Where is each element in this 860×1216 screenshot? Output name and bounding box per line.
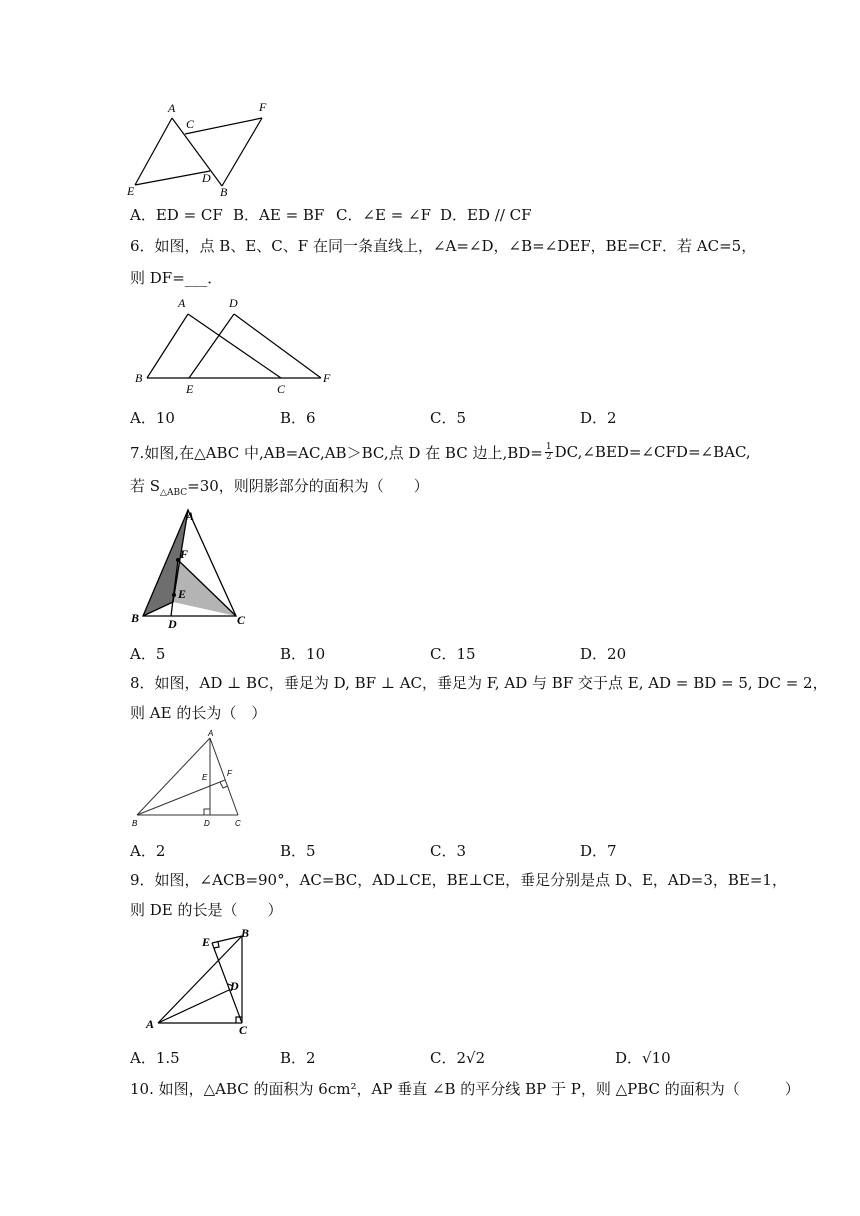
q6-figure <box>130 292 345 400</box>
q8-figure <box>128 728 248 832</box>
q10-stem-line1: 10. 如图，△ABC 的面积为 6cm²，AP 垂直 ∠B 的平分线 BP 于 P，则 △PBC 的面积为（ ） <box>130 1080 800 1098</box>
q8-label-a: A <box>208 729 214 738</box>
q6-option-d[interactable]: D．2 <box>580 409 617 427</box>
q5-label-f: F <box>259 100 267 114</box>
q7-fraction <box>545 443 553 462</box>
q6-option-b[interactable]: B．6 <box>280 409 316 427</box>
q7-figure <box>128 504 253 632</box>
q5-option-b[interactable]: B．AE = BF <box>233 206 325 224</box>
q5-option-c[interactable]: C．∠E = ∠F <box>336 206 432 224</box>
q7-stem-line1-post: DC,∠BED=∠CFD=∠BAC, <box>554 443 751 461</box>
q8-label-e: E <box>202 773 208 782</box>
q8-option-b[interactable]: B．5 <box>280 842 316 860</box>
q8-label-d: D <box>204 819 210 828</box>
q6-label-f: F <box>323 371 331 385</box>
q7-stem-line1 <box>130 438 751 466</box>
q9-option-d[interactable]: D．√10 <box>615 1049 671 1067</box>
q6-label-a: A <box>178 296 186 310</box>
q6-label-c: C <box>277 382 286 396</box>
q5-option-a[interactable]: A．ED = CF <box>130 206 223 224</box>
q5-label-c: C <box>186 117 195 131</box>
q9-label-b: B <box>241 926 250 940</box>
q8-label-b: B <box>132 819 138 828</box>
q7-label-d: D <box>168 617 177 631</box>
q5-figure <box>125 98 275 200</box>
q7-label-a: A <box>186 509 195 523</box>
q7-stem-line2-sub: △ABC <box>160 488 188 498</box>
q9-stem-line1: 9．如图，∠ACB=90°，AC=BC，AD⊥CE，BE⊥CE，垂足分别是点 D、E，AD=3，BE=1， <box>130 871 787 889</box>
q7-label-e: E <box>178 587 187 601</box>
q7-stem-line2-pre: 若 S <box>130 477 161 495</box>
q6-stem-line2: 则 DF=___． <box>130 269 223 287</box>
q7-label-c: C <box>237 613 246 627</box>
q5-label-e: E <box>127 184 135 198</box>
q5-label-b: B <box>220 185 228 199</box>
q7-stem-line1-pre: 7.如图,在△ABC 中,AB=AC,AB＞BC,点 D 在 BC 边上,BD= <box>130 443 543 462</box>
q8-stem-line2: 则 AE 的长为（ ） <box>130 704 267 722</box>
q7-label-b: B <box>131 611 140 625</box>
q5-label-d: D <box>202 171 211 185</box>
q7-option-a[interactable]: A．5 <box>130 645 166 663</box>
q8-option-d[interactable]: D．7 <box>580 842 617 860</box>
q5-option-d[interactable]: D．ED // CF <box>440 206 532 224</box>
q9-label-a: A <box>146 1017 155 1031</box>
q6-option-c[interactable]: C．5 <box>430 409 467 427</box>
q7-option-b[interactable]: B．10 <box>280 645 326 663</box>
q7-stem-line2 <box>130 476 429 503</box>
q7-fraction-denominator: 2 <box>545 451 552 462</box>
q9-figure <box>140 924 258 1040</box>
q8-label-f: F <box>227 769 232 778</box>
q9-label-d: D <box>230 979 239 993</box>
q7-option-d[interactable]: D．20 <box>580 645 627 663</box>
q8-label-c: C <box>235 819 241 828</box>
q9-label-e: E <box>202 935 211 949</box>
q6-stem-line1: 6．如图，点 B、E、C、F 在同一条直线上，∠A=∠D，∠B=∠DEF，BE=CF．若 AC=5， <box>130 237 757 255</box>
q9-option-b[interactable]: B．2 <box>280 1049 316 1067</box>
q5-label-a: A <box>168 101 176 115</box>
q9-stem-line2: 则 DE 的长是（ ） <box>130 901 283 919</box>
q7-option-c[interactable]: C．15 <box>430 645 476 663</box>
q8-stem-line1: 8．如图，AD ⊥ BC，垂足为 D, BF ⊥ AC，垂足为 F, AD 与 BF 交于点 E, AD = BD = 5, DC = 2， <box>130 674 828 692</box>
q8-option-c[interactable]: C．3 <box>430 842 467 860</box>
q6-label-e: E <box>186 382 194 396</box>
q9-label-c: C <box>239 1023 248 1037</box>
q6-label-b: B <box>135 371 143 385</box>
q6-option-a[interactable]: A．10 <box>130 409 175 427</box>
q9-option-a[interactable]: A．1.5 <box>130 1049 180 1067</box>
q7-stem-line2-post: =30，则阴影部分的面积为（ ） <box>187 477 429 495</box>
q9-option-c[interactable]: C．2√2 <box>430 1049 486 1067</box>
q7-fraction-numerator: 1 <box>545 441 552 452</box>
q7-label-f: F <box>180 547 189 561</box>
q8-option-a[interactable]: A．2 <box>130 842 166 860</box>
q6-label-d: D <box>229 296 238 310</box>
